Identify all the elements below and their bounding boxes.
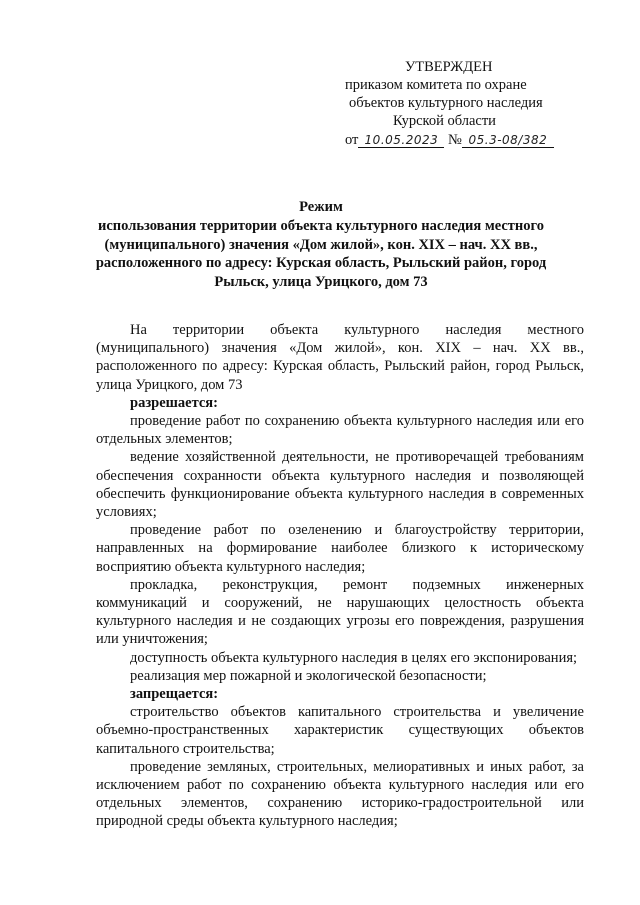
allowed-item: реализация мер пожарной и экологической безопасности; bbox=[130, 667, 487, 684]
handwritten-date: 10.05.2023 bbox=[358, 133, 444, 148]
allowed-item: доступность объекта культурного наследия в целях его экспонирования; bbox=[130, 649, 578, 666]
approval-order-line: приказом комитета по охране bbox=[345, 77, 527, 93]
approval-stamp-block bbox=[345, 58, 585, 149]
approval-committee-line: объектов культурного наследия bbox=[349, 95, 543, 111]
forbidden-item: строительство объектов капитального строительства и увеличение объемно-пространственных характеристик существующих объектов капитального строительства; bbox=[96, 704, 584, 757]
forbidden-heading: запрещается: bbox=[130, 686, 219, 703]
from-label: от bbox=[345, 132, 359, 148]
approval-region-line: Курской области bbox=[393, 113, 496, 129]
number-label: № bbox=[448, 132, 462, 148]
approval-date-number-line bbox=[345, 131, 585, 149]
allowed-item: ведение хозяйственной деятельности, не противоречащей требованиям обеспечения сохранности объекта культурного наследия и позволяющей обеспечить функционирование объекта культурного наследия в современных условиях; bbox=[96, 449, 584, 521]
allowed-heading: разрешается: bbox=[130, 394, 218, 411]
allowed-item: проведение работ по сохранению объекта культурного наследия или его отдельных элементов; bbox=[96, 413, 584, 448]
document-body bbox=[96, 321, 584, 831]
document-title bbox=[95, 198, 547, 291]
title-heading: Режим bbox=[299, 199, 343, 215]
allowed-item: проведение работ по озеленению и благоустройству территории, направленных на формирование наиболее близкого к историческому восприятию объекта культурного наследия; bbox=[96, 522, 584, 575]
allowed-item: прокладка, реконструкция, ремонт подземных инженерных коммуникаций и сооружений, не нарушающих целостность объекта культурного наследия и не создающих угрозы его повреждения, разрушения или уничтожения; bbox=[96, 576, 584, 648]
intro-paragraph: На территории объекта культурного наследия местного (муниципального) значения «Дом жилой», кон. XIX – нач. XX вв., расположенного по адресу: Курская область, Рыльский район, город Рыльск, улица Урицкого, дом 73 bbox=[96, 322, 584, 393]
handwritten-number: 05.3-08/382 bbox=[462, 133, 554, 148]
forbidden-item: проведение земляных, строительных, мелиоративных и иных работ, за исключением работ по сохранению объекта культурного наследия или его отдельных элементов, сохранению историко-градостроительной или природной среды объекта культурного наследия; bbox=[96, 758, 584, 830]
approval-title: УТВЕРЖДЕН bbox=[405, 59, 493, 75]
title-text: использования территории объекта культурного наследия местного (муниципального) значения «Дом жилой», кон. XIX – нач. XX вв., расположенного по адресу: Курская область, Рыльский район, город Рыльск, улица Урицкого, дом 73 bbox=[95, 218, 547, 290]
